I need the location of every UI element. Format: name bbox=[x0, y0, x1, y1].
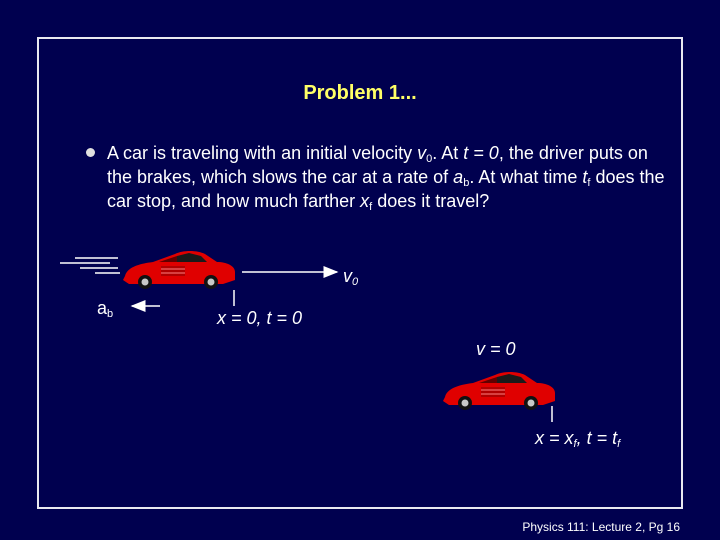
accel-symbol: a bbox=[97, 298, 108, 318]
problem-text: . At bbox=[432, 143, 464, 163]
problem-text: does the car stop, and how much farther bbox=[107, 167, 665, 211]
velocity-label bbox=[343, 266, 358, 287]
problem-text: A car is traveling with an initial velocity bbox=[107, 143, 418, 163]
var-tf-sub: f bbox=[587, 177, 591, 189]
problem-text: , the driver puts on the brakes, which slows the car at a rate of bbox=[107, 143, 648, 187]
final-velocity-label: v = 0 bbox=[476, 339, 516, 359]
var-a-sub: b bbox=[463, 177, 470, 189]
var-xf-sub: f bbox=[369, 201, 373, 213]
var-xf: x bbox=[360, 191, 370, 211]
var-v: v bbox=[417, 143, 427, 163]
acceleration-label bbox=[97, 298, 113, 319]
var-t0: t = 0 bbox=[463, 143, 499, 163]
stopped-car-icon bbox=[443, 372, 555, 410]
speed-lines-icon bbox=[60, 258, 120, 273]
velocity-sub: 0 bbox=[352, 276, 359, 288]
end-x-text: x = x bbox=[535, 428, 574, 448]
final-position-label bbox=[535, 428, 620, 449]
end-x-sub: f bbox=[573, 438, 577, 450]
end-t-text: , t = t bbox=[576, 428, 618, 448]
var-a: a bbox=[453, 167, 464, 187]
moving-car-icon bbox=[123, 251, 235, 289]
end-t-sub: f bbox=[617, 438, 621, 450]
var-v-sub: 0 bbox=[426, 153, 433, 165]
start-position-label: x = 0, t = 0 bbox=[217, 308, 303, 328]
var-tf: t bbox=[582, 167, 588, 187]
problem-text: . At what time bbox=[469, 167, 583, 187]
problem-text: does it travel? bbox=[372, 191, 490, 211]
slide-footer: Physics 111: Lecture 2, Pg 16 bbox=[522, 520, 680, 534]
accel-sub: b bbox=[107, 308, 114, 320]
velocity-symbol: v bbox=[343, 266, 352, 286]
slide-title: Problem 1... bbox=[303, 82, 417, 104]
